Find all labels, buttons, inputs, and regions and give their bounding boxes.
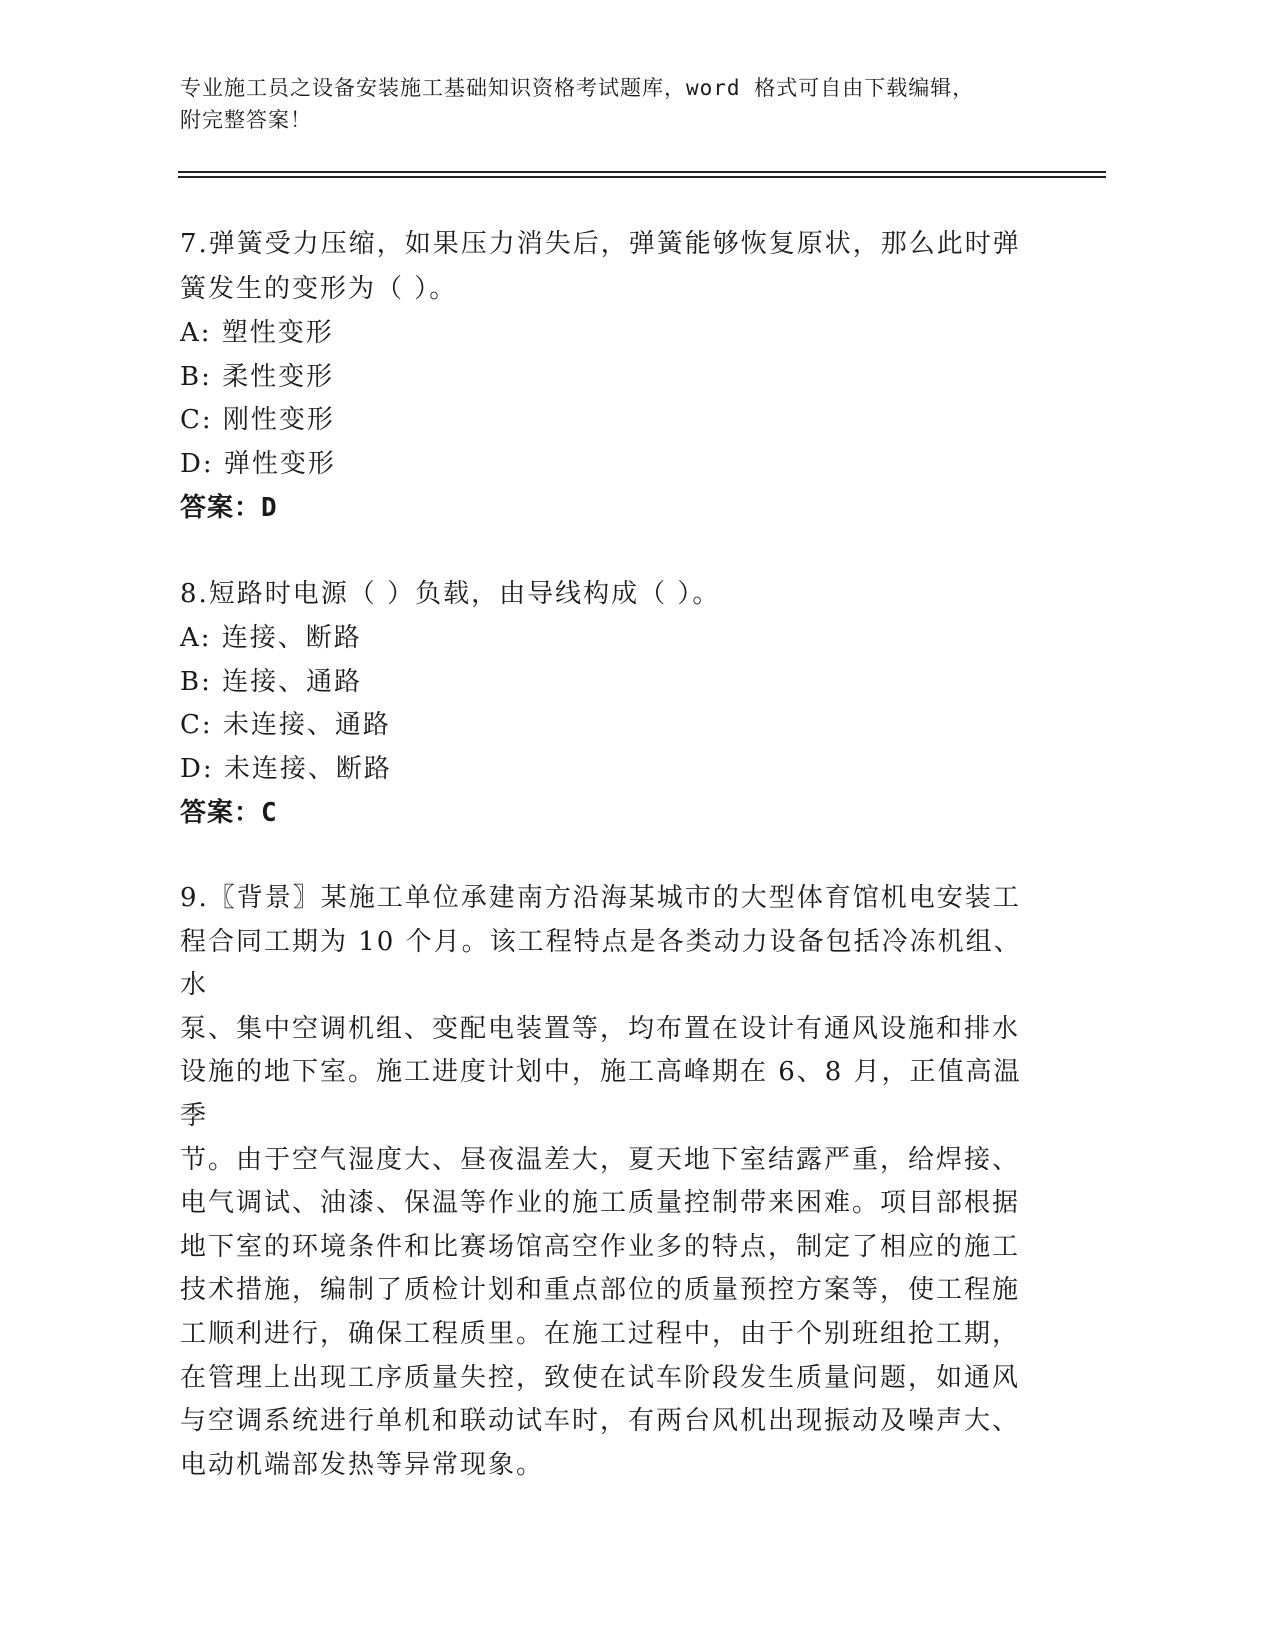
option-d: D: 未连接、断路 (180, 753, 392, 784)
header-divider-top (178, 171, 1106, 173)
header-line-1: 专业施工员之设备安装施工基础知识资格考试题库，word 格式可自由下载编辑， (180, 76, 975, 100)
header-line-2: 附完整答案！ (180, 108, 312, 132)
question-7-stem (180, 222, 1030, 312)
option-a: A: 连接、断路 (180, 623, 362, 653)
question-8 (180, 572, 1030, 836)
option-d: D: 弹性变形 (180, 448, 336, 479)
question-stem-line: 程合同工期为 10 个月。该工程特点是各类动力设备包括冷冻机组、水 (180, 926, 1022, 1001)
question-stem-line: 节。由于空气湿度大、昼夜温差大，夏天地下室结露严重，给焊接、 (180, 1144, 1021, 1175)
option-a: A: 塑性变形 (180, 318, 334, 348)
option-b: B: 柔性变形 (180, 361, 335, 392)
question-stem-line: 电气调试、油漆、保温等作业的施工质量控制带来困难。项目部根据 (180, 1188, 1021, 1219)
question-stem-line: 工顺利进行，确保工程质里。在施工过程中，由于个别班组抢工期， (180, 1318, 1021, 1349)
question-stem-line: 设施的地下室。施工进度计划中，施工高峰期在 6、8 月，正值高温季 (180, 1057, 1022, 1131)
question-stem-line: 电动机端部发热等异常现象。 (180, 1449, 545, 1480)
answer-line: 答案：D (180, 493, 278, 523)
question-stem-line: 簧发生的变形为（ ）。 (180, 274, 458, 304)
document-header (180, 72, 1080, 136)
question-stem-line: 与空调系统进行单机和联动试车时，有两台风机出现振动及噪声大、 (180, 1406, 1021, 1437)
option-c: C: 未连接、通路 (180, 710, 391, 740)
question-9-stem (180, 877, 1030, 1487)
option-c: C: 刚性变形 (180, 405, 335, 435)
question-stem-line: 技术措施，编制了质检计划和重点部位的质量预控方案等，使工程施 (180, 1275, 1021, 1306)
question-stem-line: 7.弹簧受力压缩，如果压力消失后，弹簧能够恢复原状，那么此时弹 (180, 229, 1021, 259)
question-stem-line: 9.〖背景〗某施工单位承建南方沿海某城市的大型体育馆机电安装工 (180, 883, 1021, 913)
question-stem-line: 8.短路时电源（ ）负载，由导线构成（ ）。 (180, 579, 721, 609)
question-8-stem (180, 572, 1030, 617)
answer-line: 答案：C (180, 798, 278, 828)
question-stem-line: 泵、集中空调机组、变配电装置等，均布置在设计有通风设施和排水 (180, 1013, 1021, 1044)
question-stem-line: 地下室的环境条件和比赛场馆高空作业多的特点，制定了相应的施工 (180, 1231, 1021, 1262)
question-7 (180, 222, 1030, 531)
question-9 (180, 877, 1030, 1487)
question-stem-line: 在管理上出现工序质量失控，致使在试车阶段发生质量问题，如通风 (180, 1362, 1021, 1393)
header-divider-bottom (178, 176, 1106, 178)
option-b: B: 连接、通路 (180, 666, 363, 697)
